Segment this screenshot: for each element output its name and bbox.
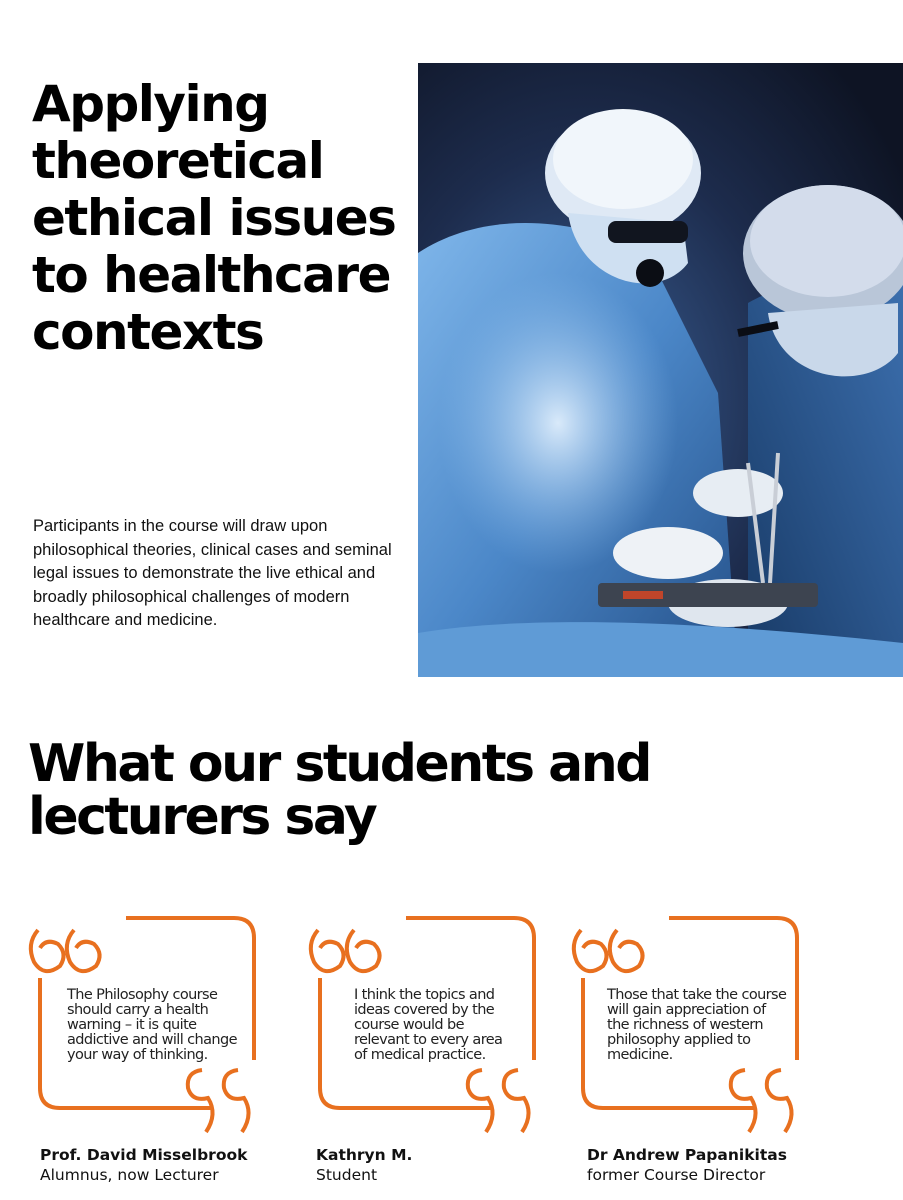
- open-quote-icon: [31, 930, 100, 971]
- quote-author-name: Kathryn M.: [316, 1146, 413, 1164]
- open-quote-icon: [311, 930, 380, 971]
- quote-author-role: former Course Director: [587, 1166, 766, 1184]
- quote-author-name: Dr Andrew Papanikitas: [587, 1146, 787, 1164]
- intro-paragraph: Participants in the course will draw upon philosophical theories, clinical cases and seminal legal issues to demonstrate the live ethical and broadly philosophical challenges of modern healthcare and medicine.: [33, 517, 392, 629]
- quote-text: Those that take the course will gain appreciation of the richness of western philosophy applied to medicine.: [607, 987, 787, 1063]
- testimonial-card: [565, 900, 830, 1200]
- open-quote-icon: [574, 930, 643, 971]
- quote-text: I think the topics and ideas covered by the course would be relevant to every area of medical practice.: [354, 987, 503, 1063]
- quote-author-role: Student: [316, 1166, 378, 1184]
- testimonial-card: [22, 900, 287, 1200]
- quote-author-name: Prof. David Misselbrook: [40, 1146, 248, 1164]
- close-quote-icon: [731, 1070, 792, 1132]
- testimonial-card: [302, 900, 567, 1200]
- surgery-photo: [418, 63, 903, 677]
- page-headline: Applying theoretical ethical issues to healthcare contexts: [32, 75, 396, 361]
- section-title: What our students and lecturers say: [28, 734, 651, 847]
- close-quote-icon: [468, 1070, 529, 1132]
- close-quote-icon: [188, 1070, 249, 1132]
- quote-text: The Philosophy course should carry a health warning – it is quite addictive and will change your way of thinking.: [67, 987, 237, 1063]
- quote-author-role: Alumnus, now Lecturer: [40, 1166, 219, 1184]
